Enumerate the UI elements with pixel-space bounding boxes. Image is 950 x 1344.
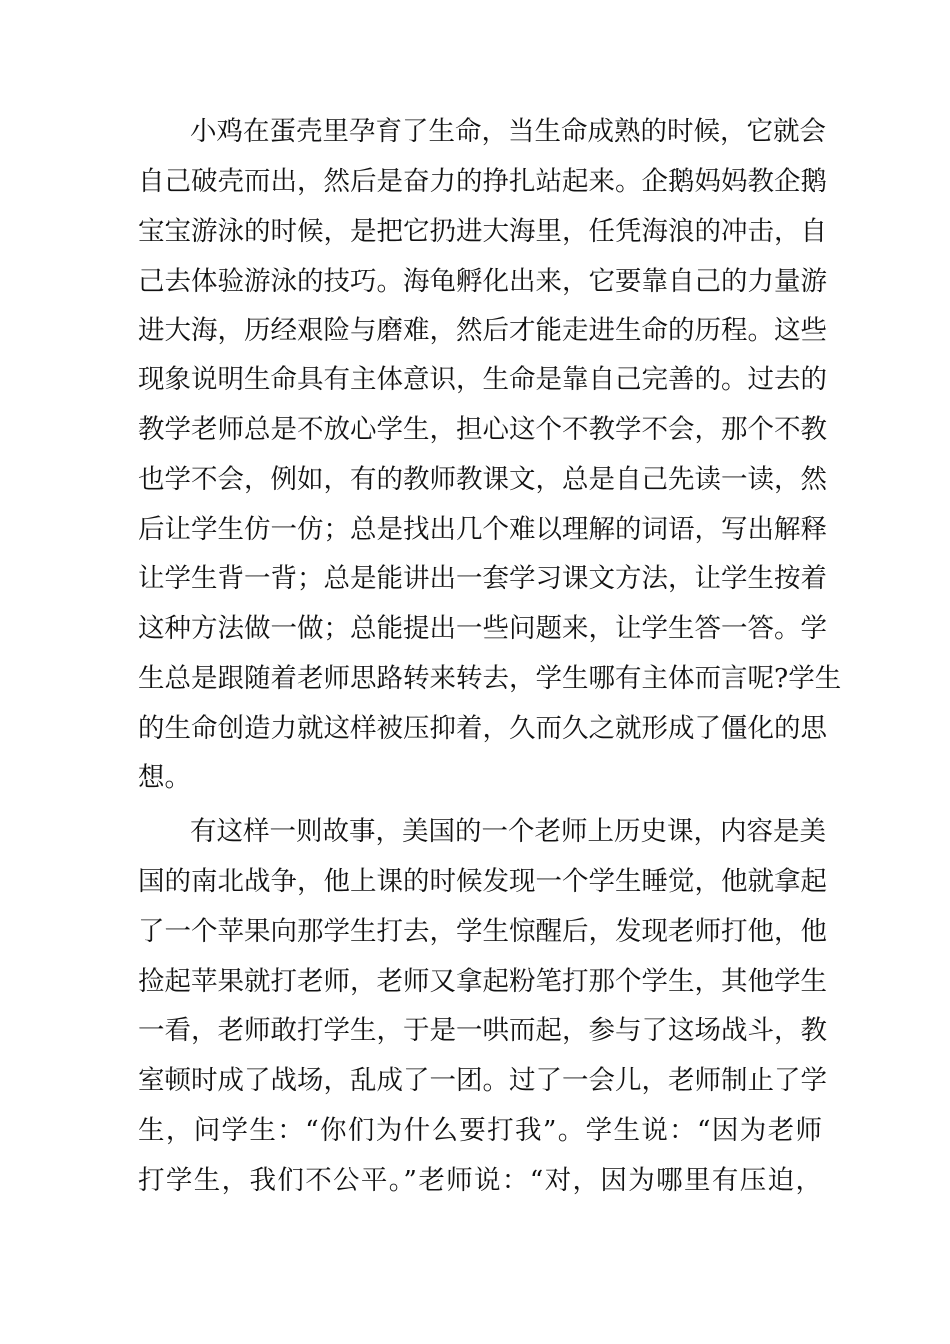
paragraph-2-line-2: 国的南北战争，他上课的时候发现一个学生睡觉，他就拿起 [138,866,827,897]
paragraph-2-line-7: 生，问学生：“你们为什么要打我”。学生说：“因为老师 [138,1115,822,1146]
paragraph-2-line-8: 打学生，我们不公平。”老师说：“对，因为哪里有压迫， [138,1165,822,1196]
paragraph-1-line-14: 想。 [138,762,191,793]
paragraph-1-line-1: 小鸡在蛋壳里孕育了生命，当生命成熟的时候，它就会 [190,116,826,147]
paragraph-2-line-1: 有这样一则故事，美国的一个老师上历史课，内容是美 [190,816,826,847]
paragraph-2-line-5: 一看，老师敢打学生，于是一哄而起，参与了这场战斗，教 [138,1015,827,1046]
paragraph-1-line-4: 己去体验游泳的技巧。海龟孵化出来，它要靠自己的力量游 [138,266,827,297]
paragraph-1-line-10: 让学生背一背；总是能讲出一套学习课文方法，让学生按着 [138,563,827,594]
paragraph-1-line-7: 教学老师总是不放心学生，担心这个不教学不会，那个不教 [138,414,827,445]
paragraph-1-line-5: 进大海，历经艰险与磨难，然后才能走进生命的历程。这些 [138,315,827,346]
paragraph-1-line-2: 自己破壳而出，然后是奋力的挣扎站起来。企鹅妈妈教企鹅 [138,166,827,197]
paragraph-1-line-9: 后让学生仿一仿；总是找出几个难以理解的词语，写出解释 [138,514,827,545]
paragraph-1-line-13: 的生命创造力就这样被压抑着，久而久之就形成了僵化的思 [138,713,827,744]
paragraph-1-line-3: 宝宝游泳的时候，是把它扔进大海里，任凭海浪的冲击，自 [138,216,827,247]
paragraph-2-line-6: 室顿时成了战场，乱成了一团。过了一会儿，老师制止了学 [138,1065,827,1096]
paragraph-2-line-4: 捡起苹果就打老师，老师又拿起粉笔打那个学生，其他学生 [138,966,827,997]
paragraph-1-line-8: 也学不会，例如，有的教师教课文，总是自己先读一读，然 [138,464,827,495]
paragraph-1-line-11: 这种方法做一做；总能提出一些问题来，让学生答一答。学 [138,613,827,644]
paragraph-1-line-12: 生总是跟随着老师思路转来转去，学生哪有主体而言呢?学生 [138,663,842,694]
paragraph-2-line-3: 了一个苹果向那学生打去，学生惊醒后，发现老师打他，他 [138,916,827,947]
paragraph-1-line-6: 现象说明生命具有主体意识，生命是靠自己完善的。过去的 [138,364,827,395]
